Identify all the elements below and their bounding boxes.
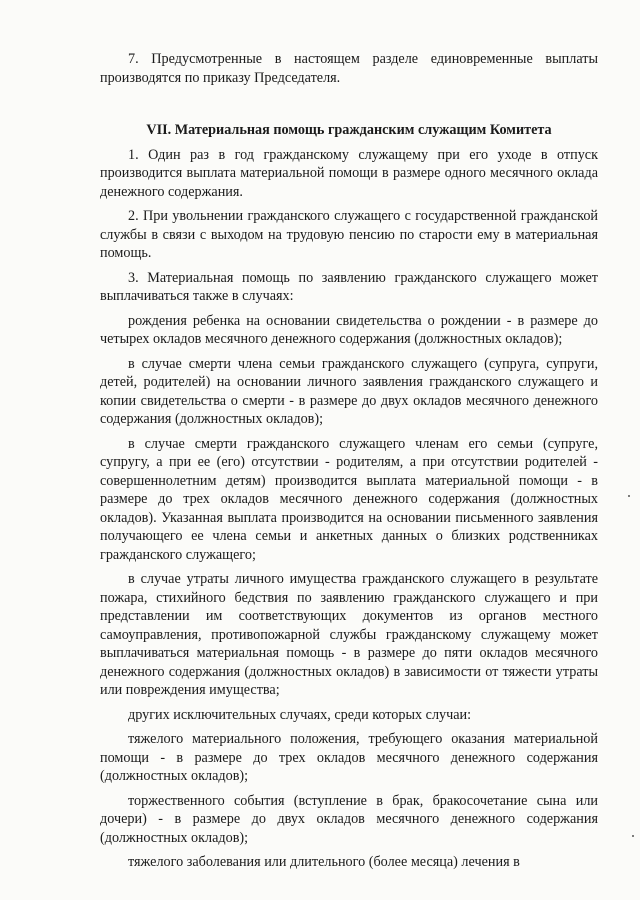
paragraph: торжественного события (вступление в брак, бракосочетание сына или дочери) - в размере до двух окладов месячного денежного содержания (должностных окладов); [100, 792, 598, 846]
paragraph: в случае смерти гражданского служащего членам его семьи (супруге, супругу, а при ее (его) отсутствии - родителям, а при отсутствии родителей - совершеннолетним детям) производится выплата материальной помощи - в размере до трех окладов месячного денежного содержания (должностных окладов). Указанная выплата производится на основании письменного заявления получающего ее члена семьи и анкетных данных о близких родственниках гражданского служащего; [100, 435, 598, 563]
scan-speck [628, 495, 630, 497]
paragraph: 3. Материальная помощь по заявлению гражданского служащего может выплачиваться также в случаях: [100, 269, 598, 304]
paragraph: тяжелого заболевания или длительного (более месяца) лечения в [128, 854, 520, 870]
paragraph: рождения ребенка на основании свидетельства о рождении - в размере до четырех окладов месячного денежного содержания (должностных окладов); [100, 312, 598, 347]
paragraph: тяжелого материального положения, требующего оказания материальной помощи - в размере до трех окладов месячного денежного содержания (должностных окладов); [100, 731, 598, 784]
section-heading: VII. Материальная помощь гражданским служащим Комитета [146, 122, 552, 138]
paragraph: 2. При увольнении гражданского служащего с государственной гражданской службы в связи с выходом на трудовую пенсию по старости ему в материальная помощь. [100, 208, 598, 261]
scan-speck [632, 835, 634, 837]
paragraph: в случае смерти члена семьи гражданского служащего (супруга, супруги, детей, родителей) на основании личного заявления гражданского служащего и копии свидетельства о смерти - в размере до двух окладов месячного денежного содержания (должностных окладов); [100, 355, 598, 427]
paragraph: других исключительных случаях, среди которых случаи: [128, 706, 472, 723]
document-page [100, 50, 598, 878]
paragraph: 1. Один раз в год гражданскому служащему при его уходе в отпуск производится выплата материальной помощи в размере одного месячного оклада денежного содержания. [100, 146, 598, 200]
paragraph-7: 7. Предусмотренные в настоящем разделе единовременные выплаты производятся по приказу Председателя. [100, 51, 598, 86]
paragraph: в случае утраты личного имущества гражданского служащего в результате пожара, стихийного бедствия по заявлению гражданского служащего и при представлении им соответствующих документов из органов местного самоуправления, противопожарной службы гражданскому служащему может выплачиваться материальная помощь - в размере до пяти окладов месячного денежного содержания (должностных окладов) в зависимости от тяжести утраты или повреждения имущества; [100, 571, 598, 698]
